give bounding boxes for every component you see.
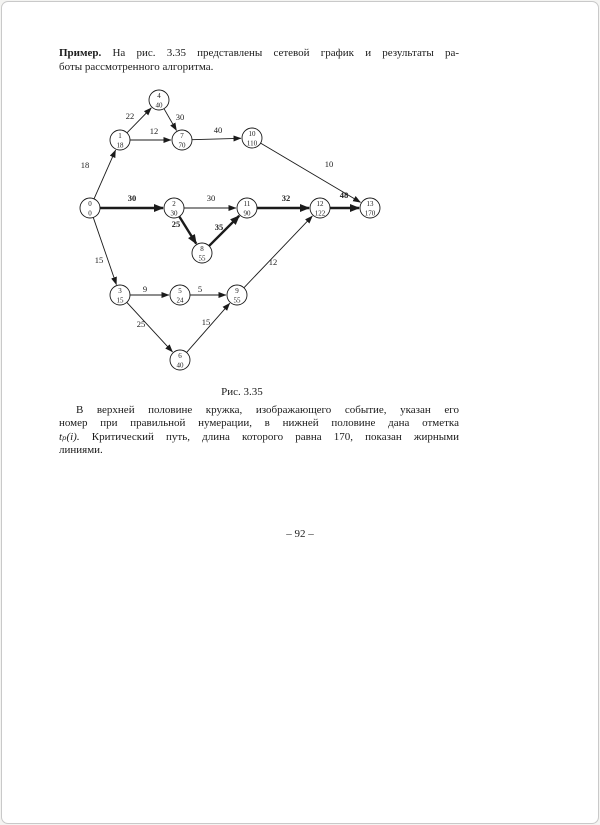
edge-weight-label: 5 (197, 284, 203, 294)
edge-line (164, 109, 177, 131)
event-mark: 24 (176, 296, 184, 305)
event-mark: 0 (88, 209, 92, 218)
network-diagram (62, 87, 422, 377)
event-number: 4 (157, 92, 161, 101)
note-line-3 (59, 431, 459, 444)
edge-weight-label: 18 (80, 160, 90, 170)
event-mark: 18 (116, 141, 124, 150)
edge-weight-label: 12 (149, 126, 159, 136)
event-number: 13 (366, 200, 374, 209)
critical-edge-line (179, 216, 196, 243)
edge-line (244, 216, 313, 288)
edge-weight-label: 48 (339, 190, 349, 200)
event-number: 2 (172, 200, 176, 209)
event-mark: 70 (178, 141, 186, 150)
tp-notation: tₚ(i). (59, 430, 80, 443)
edge-line (187, 303, 230, 352)
event-number: 5 (178, 287, 182, 296)
critical-edge-line (209, 216, 239, 246)
note-line-2: номер при правильной нумерации, в нижней половине дана отметка (59, 417, 459, 430)
event-mark: 170 (364, 209, 376, 218)
edge-weight-label: 30 (206, 193, 216, 203)
event-mark: 55 (198, 254, 206, 263)
edge-weight-label: 15 (94, 255, 104, 265)
edge-weight-label: 12 (268, 257, 278, 267)
event-mark: 30 (170, 209, 178, 218)
event-number: 1 (118, 132, 122, 141)
intro-paragraph (59, 47, 459, 74)
edge-weight-label: 10 (324, 159, 334, 169)
book-page (1, 1, 599, 824)
note-line-4: линиями. (59, 444, 103, 457)
intro-line-2: боты рассмотренного алгоритма. (59, 60, 214, 73)
edge-weight-label: 25 (136, 319, 146, 329)
edge-weight-label: 40 (213, 125, 223, 135)
figure-3-35 (62, 87, 422, 398)
event-number: 10 (248, 130, 256, 139)
event-number: 6 (178, 352, 182, 361)
edge-weight-label: 32 (281, 193, 291, 203)
figure-caption: Рис. 3.35 (221, 386, 263, 398)
event-number: 9 (235, 287, 239, 296)
edge-weight-label: 25 (171, 219, 181, 229)
note-line-3-text: Критический путь, длина которого равна 170, показан жирными (79, 430, 459, 443)
edge-weight-label: 35 (214, 222, 224, 232)
event-number: 3 (118, 287, 122, 296)
note-line-1: В верхней половине кружка, изображающего событие, указан его (76, 404, 459, 416)
event-mark: 55 (233, 296, 241, 305)
event-mark: 15 (116, 296, 124, 305)
event-number: 12 (316, 200, 324, 209)
edge-line (94, 150, 116, 199)
edge-line (127, 302, 173, 352)
intro-line-1-text: На рис. 3.35 представлены сетевой график и результаты ра- (101, 47, 459, 59)
edge-line (192, 138, 241, 139)
event-mark: 40 (176, 361, 184, 370)
event-mark: 40 (155, 101, 163, 110)
example-label: Пример. (59, 47, 102, 59)
edge-weight-label: 15 (201, 317, 211, 327)
edge-weight-label: 22 (125, 111, 135, 121)
edge-weight-label: 30 (127, 193, 137, 203)
event-number: 0 (88, 200, 92, 209)
intro-line-1 (59, 47, 459, 61)
event-mark: 122 (314, 209, 326, 218)
event-number: 8 (200, 245, 204, 254)
explanation-paragraph (59, 404, 459, 458)
event-mark: 110 (246, 139, 258, 148)
edge-weight-label: 9 (142, 284, 148, 294)
event-number: 11 (243, 200, 251, 209)
page-number: – 92 – (286, 528, 314, 540)
event-number: 7 (180, 132, 184, 141)
event-mark: 90 (243, 209, 251, 218)
edge-line (93, 217, 116, 284)
edge-weight-label: 30 (175, 112, 185, 122)
